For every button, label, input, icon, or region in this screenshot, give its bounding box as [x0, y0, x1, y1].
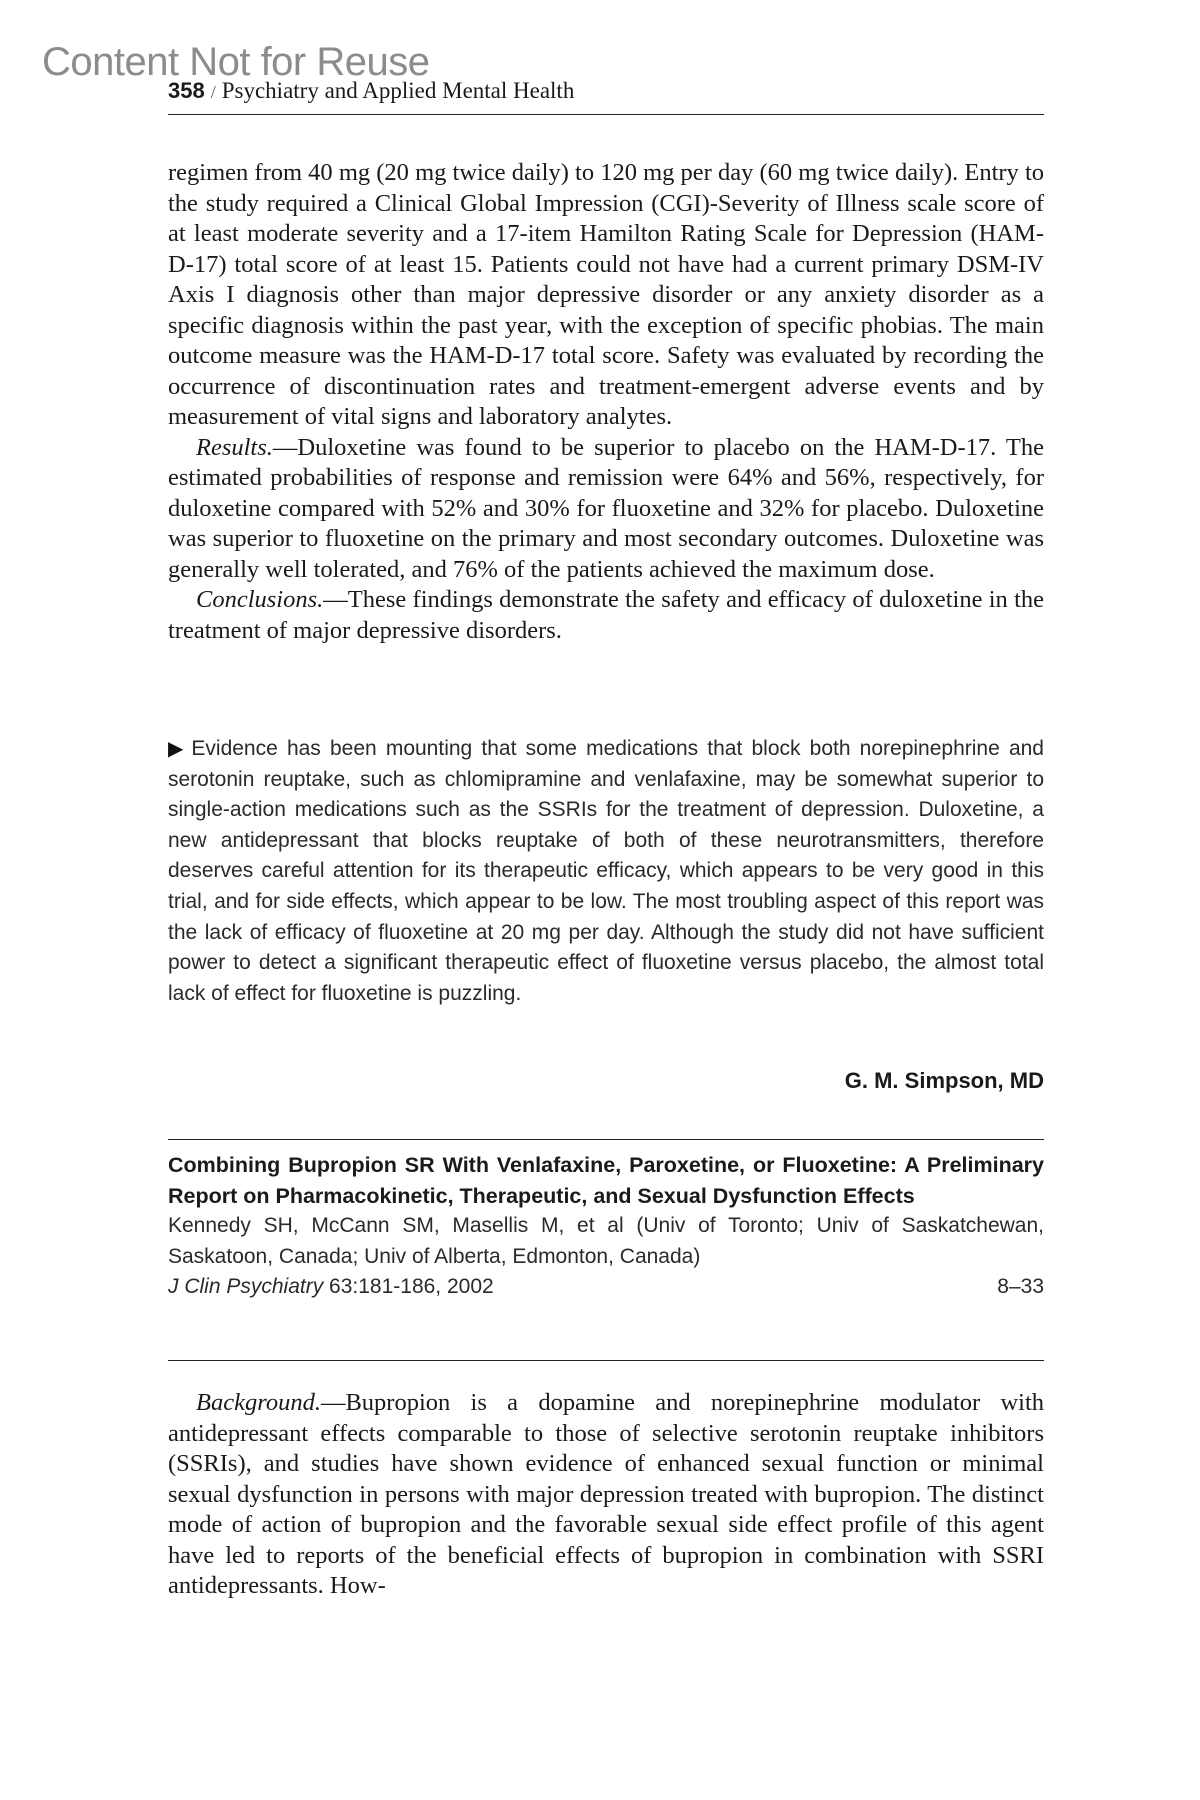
commentary-text: Evidence has been mounting that some medications that block both norepinephrine and serotonin reuptake, such as chlomipramine and venlafaxine, may be somewhat superior to single-action medications such as the SSRIs for the treatment of depression. Duloxetine, a new antidepressant that blocks reuptake of both of these neurotransmitters, therefore deserves careful attention for its therapeutic efficacy, which appears to be very good in this trial, and for side effects, which appear to be low. The most troubling aspect of this report was the lack of efficacy of fluoxetine at 20 mg per day. Although the study did not have sufficient power to detect a significant therapeutic effect of fluoxetine versus placebo, the almost total lack of effect for fluoxetine is puzzling.: [168, 737, 1044, 1005]
citation-line: [168, 1272, 1044, 1303]
conclusions-text: —These findings demonstrate the safety and efficacy of duloxetine in the treatment of major depressive disorders.: [168, 586, 1044, 644]
background-text: —Bupropion is a dopamine and norepinephrine modulator with antidepressant effects comparable to those of selective serotonin reuptake inhibitors (SSRIs), and studies have shown evidence of enhanced sexual function or minimal sexual dysfunction in persons with major depression treated with bupropion. The distinct mode of action of bupropion and the favorable sexual side effect profile of this agent have led to reports of the beneficial effects of bupropion in combination with SSRI antidepressants. How-: [168, 1389, 1044, 1599]
journal-name: J Clin Psychiatry: [168, 1275, 324, 1298]
commentary: [168, 734, 1044, 1009]
conclusions-paragraph: [168, 585, 1044, 646]
divider-top: [168, 1139, 1044, 1140]
conclusions-label: Conclusions.: [196, 586, 324, 613]
article-code: 8–33: [997, 1275, 1044, 1298]
arrow-bullet-icon: ▶: [168, 738, 184, 760]
results-text: —Duloxetine was found to be superior to placebo on the HAM-D-17. The estimated probabilities of response and remission were 64% and 56%, respectively, for duloxetine compared with 52% and 30% for fluoxetine and 32% for placebo. Duloxetine was superior to fluoxetine on the primary and most secondary outcomes. Duloxetine was generally well tolerated, and 76% of the patients achieved the maximum dose.: [168, 433, 1044, 583]
article-abstract: [168, 1388, 1044, 1602]
divider-bottom: [168, 1360, 1044, 1361]
watermark: Content Not for Reuse: [42, 40, 430, 84]
commentary-signature: G. M. Simpson, MD: [844, 1068, 1044, 1093]
abstract-continued: [168, 158, 1044, 646]
article-authors: Kennedy SH, McCann SM, Masellis M, et al (Univ of Toronto; Univ of Saskatchewan, Saskatoon, Canada; Univ of Alberta, Edmonton, Canada): [168, 1214, 1044, 1268]
running-title: Psychiatry and Applied Mental Health: [221, 78, 575, 103]
article-citation: [168, 1150, 1044, 1303]
results-paragraph: [168, 433, 1044, 586]
header-separator: /: [210, 82, 216, 102]
methods-paragraph: regimen from 40 mg (20 mg twice daily) to 120 mg per day (60 mg twice daily). Entry to the study required a Clinical Global Impression (CGI)-Severity of Illness scale score of at least moderate severity and a 17-item Hamilton Rating Scale for Depression (HAM-D-17) total score of at least 15. Patients could not have had a current primary DSM-IV Axis I diagnosis other than major depressive disorder or any anxiety disorder as a specific diagnosis within the past year, with the exception of specific phobias. The main outcome measure was the HAM-D-17 total score. Safety was evaluated by recording the occurrence of discontinuation rates and treatment-emergent adverse events and by measurement of vital signs and laboratory analytes.: [168, 159, 1044, 430]
results-label: Results.: [196, 433, 273, 461]
commentary-paragraph: [168, 734, 1044, 1009]
article-title: Combining Bupropion SR With Venlafaxine, Paroxetine, or Fluoxetine: A Preliminary Report on Pharmacokinetic, Therapeutic, and Sexual Dysfunction Effects: [168, 1153, 1044, 1208]
background-label: Background.: [196, 1389, 321, 1416]
background-paragraph: [168, 1388, 1044, 1602]
volume-pages-year: 63:181-186, 2002: [323, 1275, 494, 1298]
page-number: 358: [168, 78, 205, 103]
journal-citation: [168, 1272, 494, 1303]
